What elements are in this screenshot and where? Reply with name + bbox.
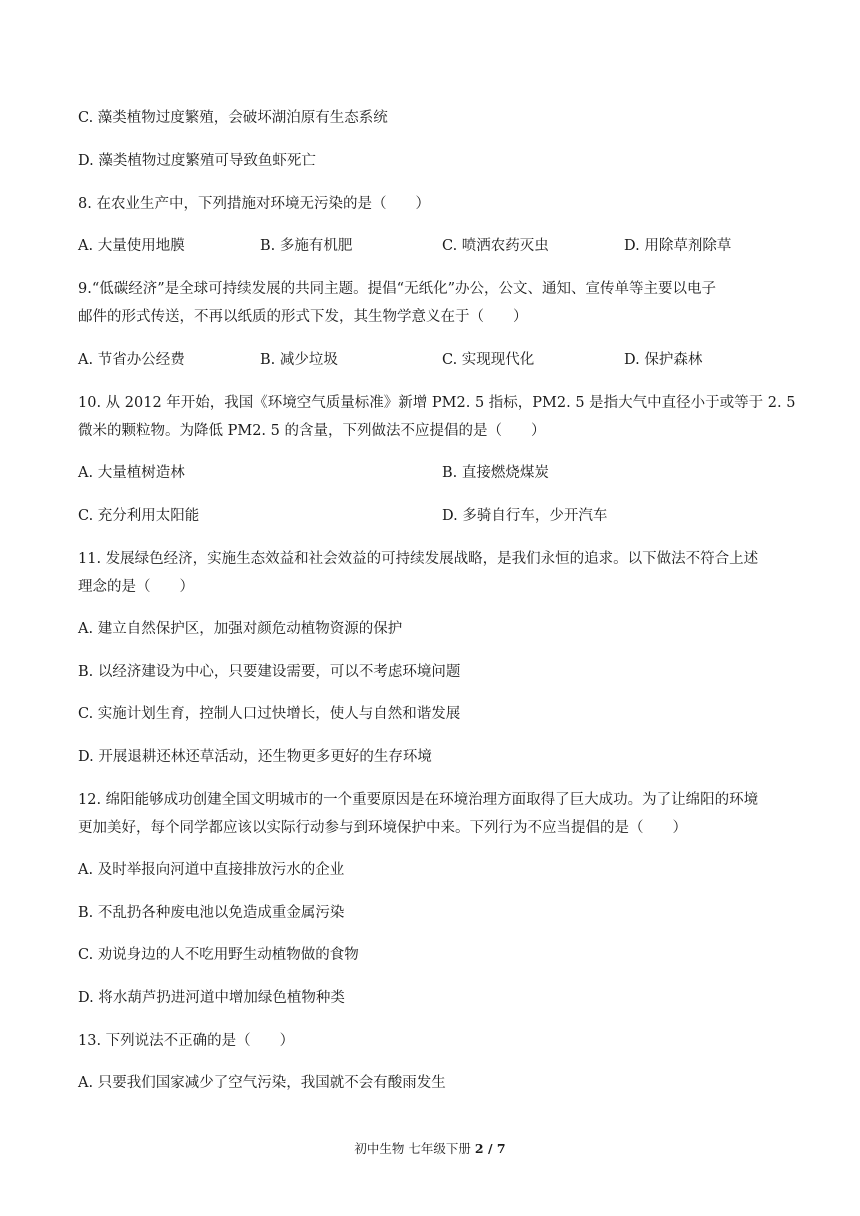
q12-stem-line1: 12. 绵阳能够成功创建全国文明城市的一个重要原因是在环境治理方面取得了巨大成功。为了让绵阳的环境 [78, 792, 759, 808]
q11-stem-line1: 11. 发展绿色经济，实施生态效益和社会效益的可持续发展战略，是我们永恒的追求。以下做法不符合上述 [78, 551, 759, 567]
q11-option-d: D. 开展退耕还林还草活动，还生物更多更好的生存环境 [78, 749, 432, 765]
q10-option-a: A. 大量植树造林 [78, 465, 185, 481]
page-number: 2 / 7 [474, 1141, 506, 1156]
q8-option-b: B. 多施有机肥 [260, 238, 353, 254]
q10-stem-line2: 微米的颗粒物。为降低 PM2. 5 的含量，下列做法不应提倡的是（ ） [78, 423, 546, 439]
q12-option-b: B. 不乱扔各种废电池以免造成重金属污染 [78, 905, 345, 921]
q12-option-d: D. 将水葫芦扔进河道中增加绿色植物种类 [78, 990, 345, 1006]
q13-option-a: A. 只要我们国家减少了空气污染，我国就不会有酸雨发生 [78, 1075, 446, 1091]
q12-option-c: C. 劝说身边的人不吃用野生动植物做的食物 [78, 947, 359, 963]
q8-option-a: A. 大量使用地膜 [78, 238, 185, 254]
q9-option-d: D. 保护森林 [624, 352, 703, 368]
q11-option-b: B. 以经济建设为中心，只要建设需要，可以不考虑环境问题 [78, 664, 461, 680]
q12-stem-line2: 更加美好，每个同学都应该以实际行动参与到环境保护中来。下列行为不应当提倡的是（ ） [78, 820, 687, 836]
q10-stem-line1: 10. 从 2012 年开始，我国《环境空气质量标准》新增 PM2. 5 指标，PM2. 5 是指大气中直径小于或等于 2. 5 [78, 395, 796, 411]
q7-option-c: C. 藻类植物过度繁殖，会破坏湖泊原有生态系统 [78, 110, 388, 126]
page-footer [0, 1141, 860, 1157]
q10-option-c: C. 充分利用太阳能 [78, 508, 200, 524]
q7-option-d: D. 藻类植物过度繁殖可导致鱼虾死亡 [78, 153, 316, 169]
q11-stem-line2: 理念的是（ ） [78, 579, 194, 595]
q8-option-d: D. 用除草剂除草 [624, 238, 732, 254]
q12-option-a: A. 及时举报向河道中直接排放污水的企业 [78, 862, 345, 878]
q11-option-a: A. 建立自然保护区，加强对颜危动植物资源的保护 [78, 621, 403, 637]
q8-stem: 8. 在农业生产中，下列措施对环境无污染的是（ ） [78, 196, 430, 212]
q9-stem-line2: 邮件的形式传送，不再以纸质的形式下发，其生物学意义在于（ ） [78, 309, 528, 325]
q9-option-b: B. 减少垃圾 [260, 352, 338, 368]
q9-option-a: A. 节省办公经费 [78, 352, 185, 368]
q9-stem-line1: 9.“低碳经济”是全球可持续发展的共同主题。提倡“无纸化”办公，公文、通知、宣传单等主要以电子 [78, 281, 716, 297]
q9-option-c: C. 实现现代化 [442, 352, 535, 368]
q10-option-d: D. 多骑自行车，少开汽车 [442, 508, 608, 524]
q8-option-c: C. 喷洒农药灭虫 [442, 238, 549, 254]
q13-stem: 13. 下列说法不正确的是（ ） [78, 1033, 295, 1049]
q10-option-b: B. 直接燃烧煤炭 [442, 465, 549, 481]
footer-label: 初中生物 七年级下册 [354, 1141, 471, 1156]
q11-option-c: C. 实施计划生育，控制人口过快增长，使人与自然和谐发展 [78, 706, 461, 722]
